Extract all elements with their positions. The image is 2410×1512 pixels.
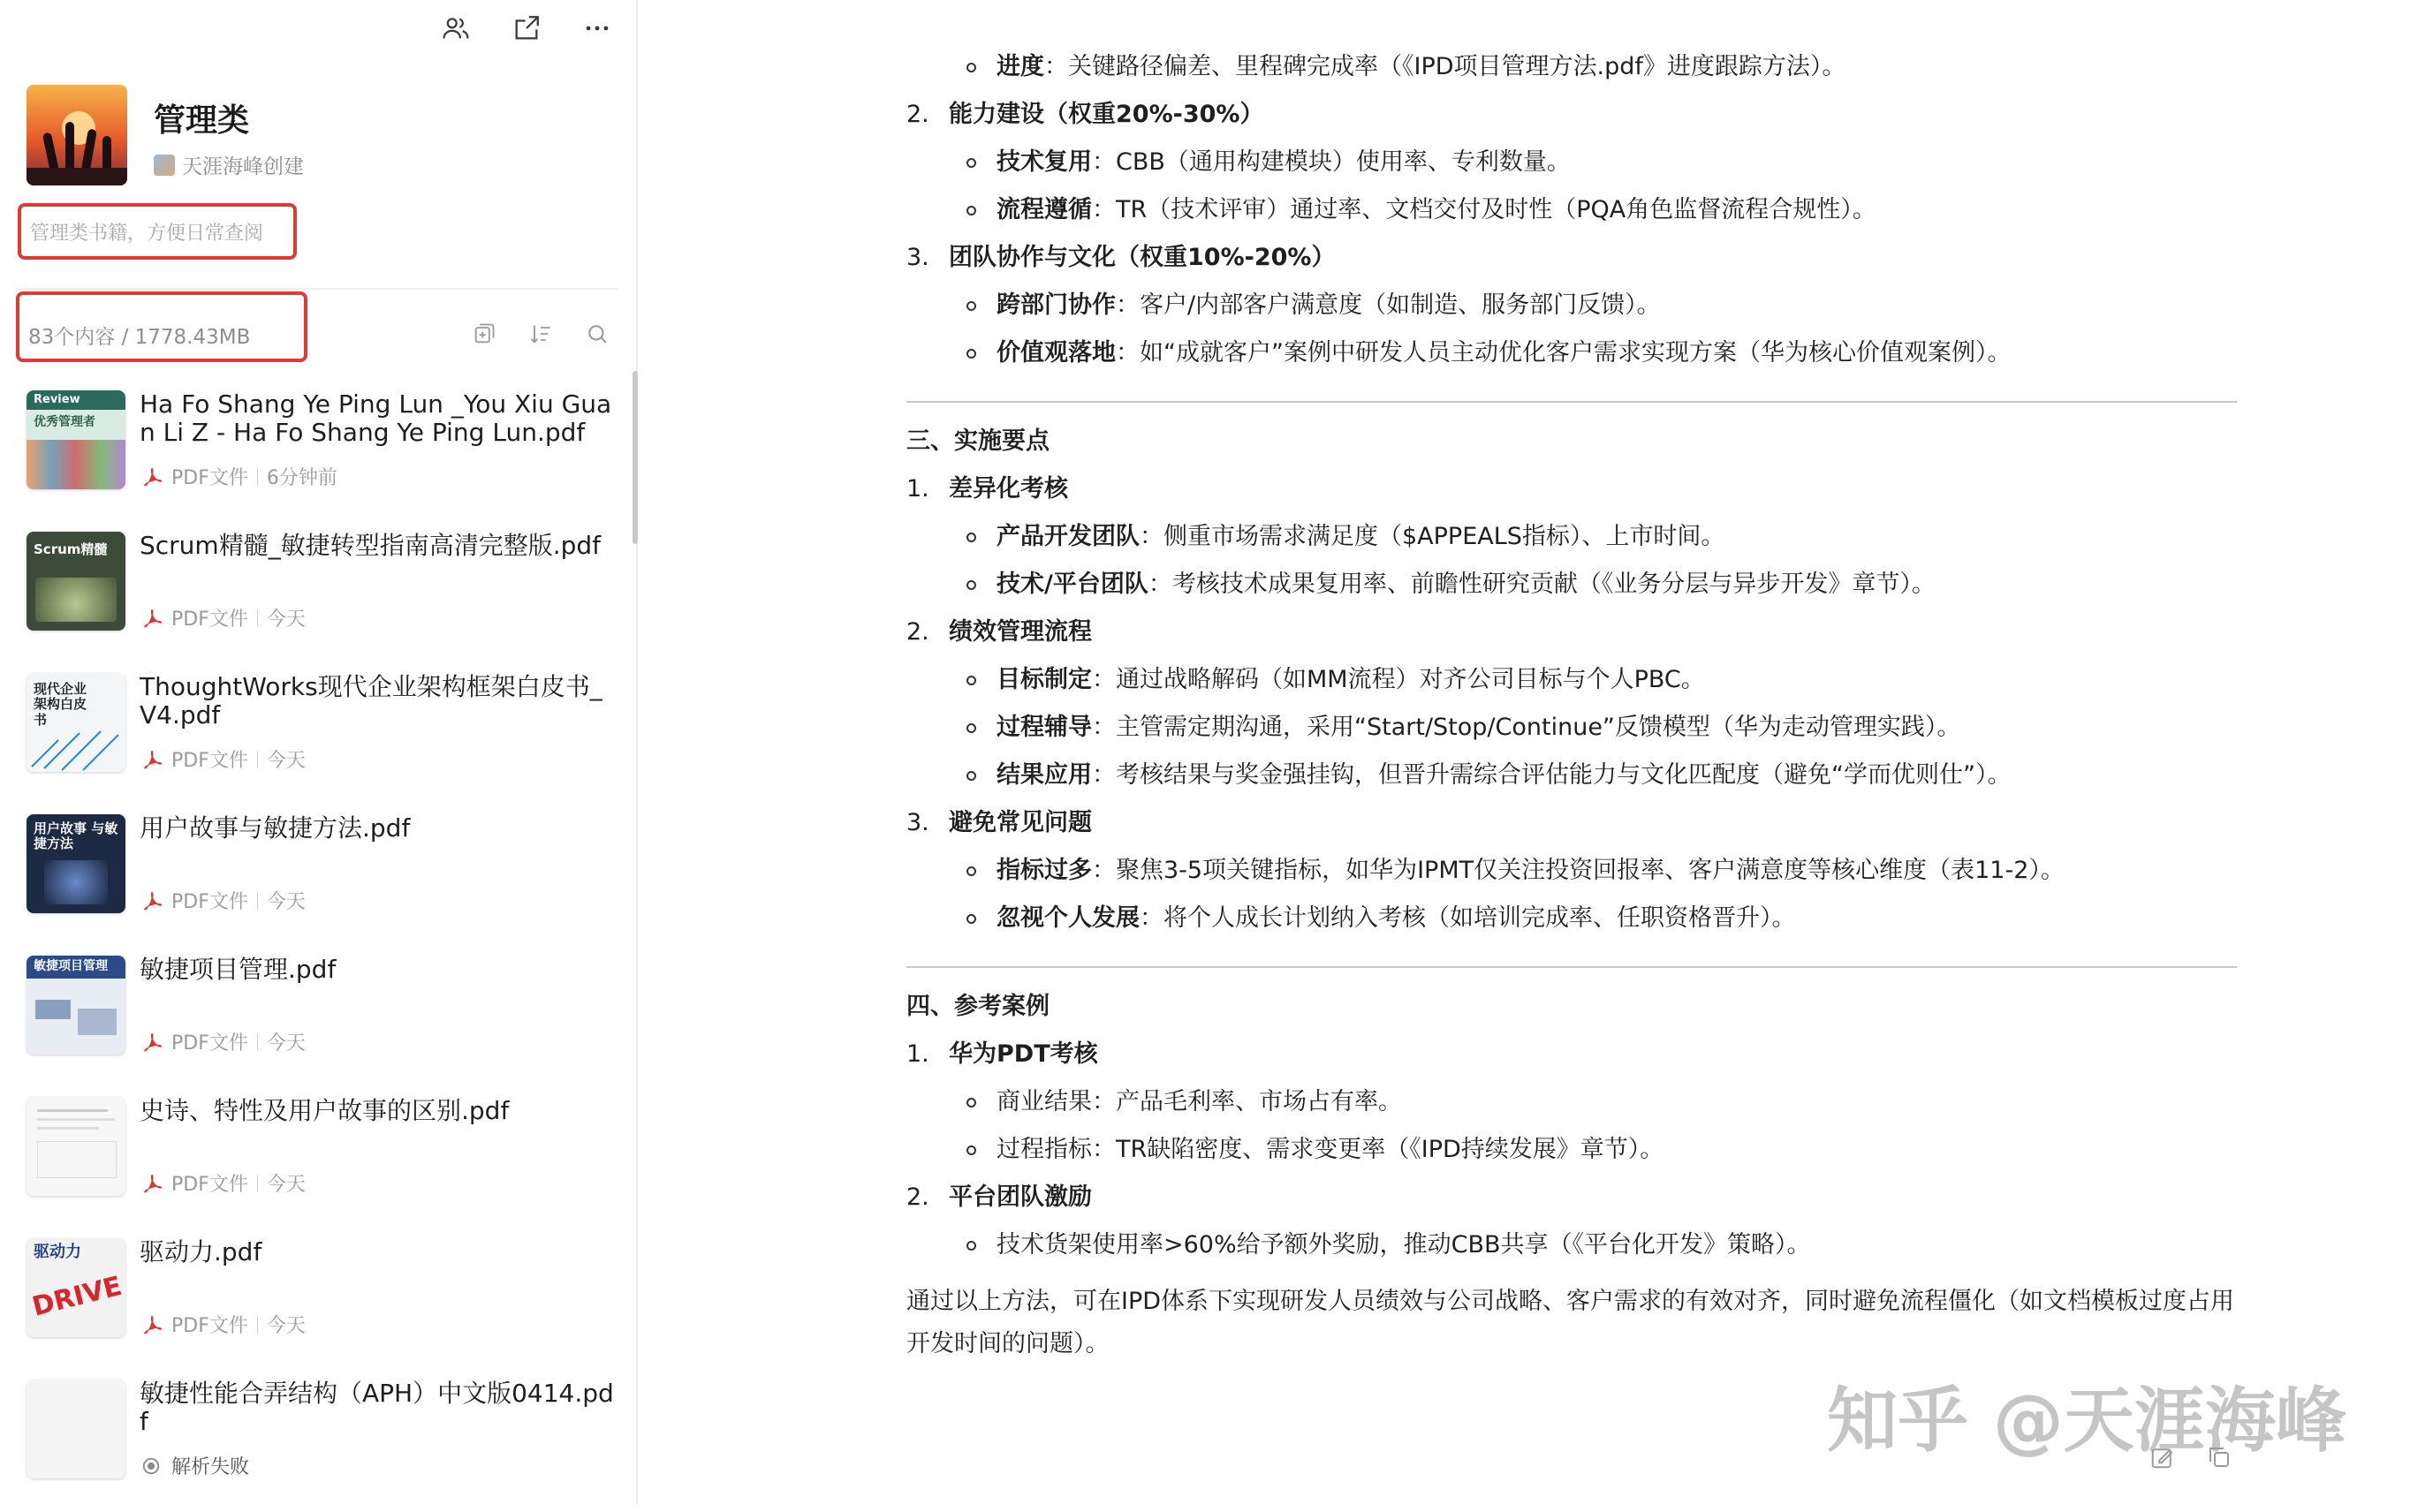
bullet-dot: [966, 1145, 976, 1155]
bullet-text: 商业结果：产品毛利率、市场占有率。: [997, 1088, 1402, 1115]
bullet-text: ：将个人成长计划纳入考核（如培训完成率、任职资格晋升）。: [1140, 904, 1796, 932]
bullet-text: ：考核结果与奖金强挂钩，但晋升需综合评估能力与文化匹配度（避免“学而优则仕”）。: [1092, 761, 2012, 789]
bullet-item: [906, 1086, 2237, 1118]
bullet-text: ：CBB（通用构建模块）使用率、专利数量。: [1092, 148, 1571, 176]
numbered-item: [906, 473, 2237, 505]
file-item[interactable]: [0, 805, 633, 947]
thumb-label: 敏捷项目管理: [34, 959, 108, 973]
file-time: 今天: [266, 1315, 306, 1337]
file-list: [0, 382, 633, 1512]
file-meta: [141, 1028, 306, 1055]
parse-failed-icon: [141, 1455, 163, 1477]
bullet-text: ：关键路径偏差、里程碑完成率（《IPD项目管理方法.pdf》进度跟踪方法）。: [1044, 53, 1846, 80]
bullet-item: [906, 760, 2237, 791]
bullet-item: [906, 664, 2237, 696]
bullet-dot: [966, 580, 976, 590]
bullet-item: [906, 194, 2237, 226]
divider: [18, 288, 618, 290]
file-name: Scrum精髓_敏捷转型指南高清完整版.pdf: [140, 531, 602, 560]
section-heading: 三、实施要点: [906, 427, 1050, 455]
thumb-label: Scrum精髓: [34, 541, 108, 557]
search-icon[interactable]: [581, 318, 613, 350]
file-meta: [141, 463, 337, 490]
file-meta: [141, 1311, 306, 1338]
bullet-dot: [966, 349, 976, 359]
file-thumbnail: [27, 1380, 125, 1478]
file-meta: [141, 604, 306, 631]
file-name: 史诗、特性及用户故事的区别.pdf: [140, 1096, 510, 1125]
pdf-icon: [141, 466, 163, 488]
pdf-icon: [141, 1032, 163, 1053]
thumb-label: 现代企业 架构白皮书: [34, 681, 87, 728]
file-thumbnail: [27, 1097, 125, 1196]
bullet-key: 跨部门协作: [997, 291, 1116, 319]
bullet-key: 结果应用: [997, 761, 1092, 789]
bullet-text: ：如“成就客户”案例中研发人员主动优化客户需求实现方案（华为核心价值观案例）。: [1116, 339, 2012, 367]
file-type: PDF文件: [171, 609, 248, 631]
file-item[interactable]: [0, 947, 633, 1088]
file-time: 今天: [266, 1174, 306, 1196]
bullet-dot: [966, 206, 976, 215]
file-name: 驱动力.pdf: [140, 1237, 262, 1266]
bullet-text: ：考核技术成果复用率、前瞻性研究贡献（《业务分层与异步开发》章节）。: [1148, 571, 1936, 598]
document-content: [906, 51, 2237, 1365]
bullet-dot: [966, 1098, 976, 1108]
creator-avatar: [154, 155, 175, 176]
pdf-icon: [141, 749, 163, 770]
bullet-item: [906, 712, 2237, 744]
bullet-dot: [966, 866, 976, 876]
bullet-key: 指标过多: [997, 857, 1092, 884]
file-thumbnail: 驱动力 DRIVE: [27, 1238, 125, 1337]
bullet-key: 产品开发团队: [997, 523, 1140, 550]
bullet-dot: [966, 158, 976, 168]
bullet-text: ：通过战略解码（如MM流程）对齐公司目标与个人PBC。: [1092, 666, 1705, 693]
file-meta: [141, 745, 306, 773]
file-meta: [141, 1169, 306, 1197]
bullet-text: ：侧重市场需求满足度（$APPEALS指标）、上市时间。: [1140, 523, 1725, 550]
file-type: PDF文件: [171, 750, 248, 772]
numbered-item: [906, 807, 2237, 839]
file-status: 解析失败: [171, 1456, 250, 1478]
sort-icon[interactable]: [525, 318, 557, 350]
bullet-key: 过程辅导: [997, 714, 1092, 741]
bullet-item: [906, 51, 2237, 83]
file-item[interactable]: [0, 523, 633, 664]
bullet-text: 过程指标：TR缺陷密度、需求变更率（《IPD持续发展》章节）。: [997, 1136, 1664, 1163]
file-item[interactable]: [0, 1229, 633, 1371]
item-number: 3.: [906, 244, 929, 271]
content-stats: 83个内容 / 1778.43MB: [28, 326, 251, 349]
bullet-item: [906, 569, 2237, 601]
file-time: 6分钟前: [266, 467, 337, 489]
bullet-key: 目标制定: [997, 666, 1092, 693]
bullet-item: [906, 855, 2237, 887]
horizontal-rule: [906, 401, 2237, 403]
pdf-icon: [141, 890, 163, 911]
file-type: PDF文件: [171, 1174, 248, 1196]
numbered-item: [906, 99, 2237, 131]
section-heading: 四、参考案例: [906, 993, 1050, 1020]
numbered-item-text: 团队协作与文化（权重10%-20%）: [949, 244, 1336, 271]
edit-icon[interactable]: [2147, 1441, 2179, 1473]
bullet-dot: [966, 301, 976, 311]
bullet-key: 忽视个人发展: [997, 904, 1140, 932]
file-name: 敏捷性能合弄结构（APH）中文版0414.pdf: [140, 1379, 614, 1436]
file-meta: [141, 1452, 249, 1479]
pdf-icon: [141, 608, 163, 629]
numbered-item-text: 差异化考核: [949, 475, 1068, 503]
numbered-item: [906, 616, 2237, 648]
file-thumbnail: [27, 814, 125, 913]
file-time: 今天: [266, 609, 306, 631]
file-name: 用户故事与敏捷方法.pdf: [140, 813, 411, 843]
numbered-item-text: 华为PDT考核: [949, 1040, 1098, 1068]
bullet-text: 技术货架使用率>60%给予额外奖励，推动CBB共享（《平台化开发》策略）。: [997, 1231, 1811, 1259]
sidebar: [0, 0, 638, 1505]
creator-label: 天涯海峰创建: [182, 155, 304, 178]
file-name: ThoughtWorks现代企业架构框架白皮书_V4.pdf: [140, 672, 602, 730]
knowledge-base-cover: [27, 85, 127, 185]
sidebar-scrollbar[interactable]: [633, 371, 638, 544]
numbered-item-text: 避免常见问题: [949, 809, 1092, 836]
file-name: Ha Fo Shang Ye Ping Lun _You Xiu Guan Li Z - Ha Fo Shang Ye Ping Lun.pdf: [140, 389, 612, 447]
bullet-dot: [966, 914, 976, 924]
item-number: 2.: [906, 618, 929, 646]
bullet-item: [906, 1229, 2237, 1261]
knowledge-base-title: 管理类: [154, 102, 250, 139]
bullet-key: 价值观落地: [997, 339, 1116, 367]
bullet-dot: [966, 771, 976, 781]
file-time: 今天: [266, 891, 306, 913]
add-content-icon[interactable]: [468, 318, 500, 350]
bullet-item: [906, 521, 2237, 553]
bullet-item: [906, 337, 2237, 369]
bullet-text: ：主管需定期沟通，采用“Start/Stop/Continue”反馈模型（华为走动管理实践）。: [1092, 714, 1961, 741]
file-type: PDF文件: [171, 1315, 248, 1337]
watermark: 知乎 @天涯海峰: [1827, 1380, 2346, 1462]
file-time: 今天: [266, 750, 306, 772]
bullet-dot: [966, 533, 976, 542]
file-thumbnail: [27, 956, 125, 1055]
description-text: 管理类书籍，方便日常查阅: [30, 222, 264, 245]
share-icon[interactable]: [509, 11, 544, 46]
bullet-dot: [966, 676, 976, 685]
bullet-key: 技术复用: [997, 148, 1092, 176]
bullet-key: 进度: [997, 53, 1044, 80]
bullet-text: ：TR（技术评审）通过率、文档交付及时性（PQA角色监督流程合规性）。: [1092, 196, 1876, 223]
bullet-key: 流程遵循: [997, 196, 1092, 223]
item-number: 3.: [906, 809, 929, 836]
pdf-icon: [141, 1173, 163, 1194]
item-number: 2.: [906, 1183, 929, 1211]
bullet-text: ：客户/内部客户满意度（如制造、服务部门反馈）。: [1116, 291, 1661, 319]
paragraph: 通过以上方法，可在IPD体系下实现研发人员绩效与公司战略、客户需求的有效对齐，同时避免流程僵化（如文档模板过度占用开发时间的问题）。: [906, 1288, 2235, 1357]
item-number: 2.: [906, 101, 929, 128]
bullet-item: [906, 290, 2237, 321]
description-box[interactable]: [18, 203, 297, 260]
members-icon[interactable]: [438, 11, 474, 46]
copy-icon[interactable]: [2203, 1441, 2235, 1473]
file-thumbnail: [27, 532, 125, 631]
file-thumbnail: [27, 673, 125, 772]
numbered-item-text: 能力建设（权重20%-30%）: [949, 101, 1264, 128]
thumb-label: 用户故事 与敏捷方法: [34, 820, 118, 852]
pdf-icon: [141, 1314, 163, 1335]
file-meta: [141, 887, 306, 914]
file-item[interactable]: [0, 382, 633, 523]
file-type: PDF文件: [171, 1032, 248, 1055]
numbered-item-text: 平台团队激励: [949, 1183, 1092, 1211]
file-type: PDF文件: [171, 891, 248, 913]
bullet-item: [906, 1134, 2237, 1166]
creator-info: [154, 150, 304, 179]
file-time: 今天: [266, 1032, 306, 1055]
bullet-dot: [966, 63, 976, 72]
file-thumbnail: Review 优秀管理者: [27, 390, 125, 489]
numbered-item-text: 绩效管理流程: [949, 618, 1092, 646]
numbered-item: [906, 1039, 2237, 1070]
bullet-dot: [966, 1241, 976, 1251]
file-item[interactable]: [0, 664, 633, 805]
numbered-item: [906, 242, 2237, 274]
content-stats-box: [16, 291, 307, 362]
file-type: PDF文件: [171, 467, 248, 489]
bullet-text: ：聚焦3-5项关键指标，如华为IPMT仅关注投资回报率、客户满意度等核心维度（表11-2）。: [1092, 857, 2065, 884]
file-item[interactable]: [0, 1088, 633, 1229]
file-name: 敏捷项目管理.pdf: [140, 955, 337, 984]
numbered-item: [906, 1182, 2237, 1213]
bullet-item: [906, 903, 2237, 934]
bullet-item: [906, 147, 2237, 178]
more-icon[interactable]: [580, 11, 615, 46]
item-number: 1.: [906, 1040, 929, 1068]
file-item[interactable]: [0, 1371, 633, 1512]
item-number: 1.: [906, 475, 929, 503]
bullet-key: 技术/平台团队: [997, 571, 1148, 598]
bullet-dot: [966, 723, 976, 733]
horizontal-rule: [906, 966, 2237, 968]
